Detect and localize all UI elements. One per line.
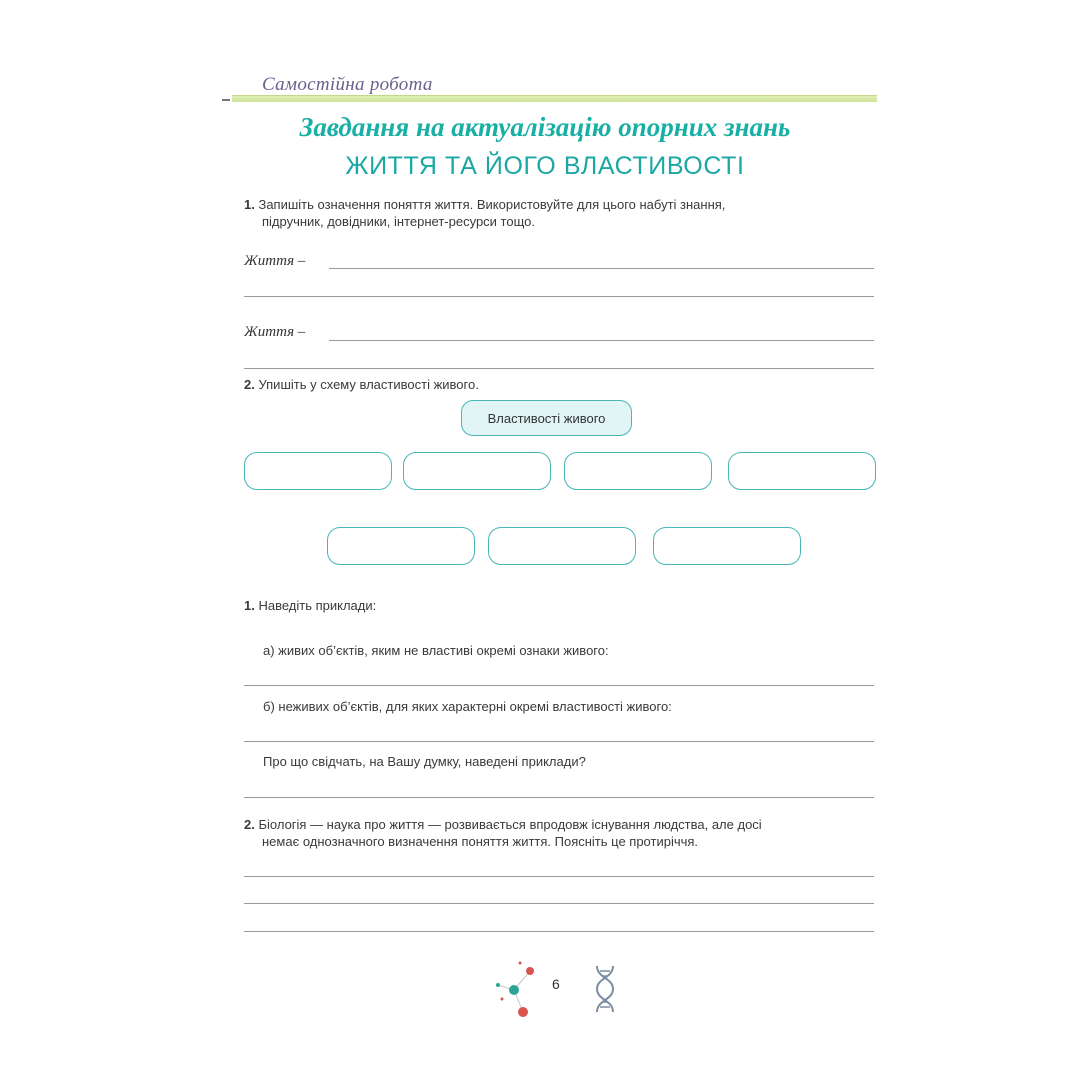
dna-icon [592,964,618,1014]
diagram-answer-box[interactable] [403,452,551,490]
answer-line[interactable] [244,296,874,297]
question-4-text-line2: немає однозначного визначення поняття життя. Поясніть це протиріччя. [262,834,699,849]
question-4-text-line1: Біологія — наука про життя — розвивається впродовж існування людства, але досі [258,817,762,832]
header-rule [232,95,877,102]
answer-line[interactable] [329,340,874,341]
question-1 [244,196,884,230]
question-3-number: 1. [244,598,255,613]
answer-line[interactable] [244,797,874,798]
question-3-item-a: а) живих об’єктів, яким не властиві окремі ознаки живого: [263,643,609,658]
diagram-center-label: Властивості живого [487,410,606,426]
question-2-text: Упишіть у схему властивості живого. [258,377,479,392]
question-1-text-line2: підручник, довідники, інтернет-ресурси тощо. [262,214,535,229]
molecule-icon [490,955,540,1020]
diagram-answer-box[interactable] [327,527,475,565]
answer-line[interactable] [244,876,874,877]
section-title: Самостійна робота [262,74,433,95]
answer-line[interactable] [244,931,874,932]
question-2 [244,376,479,393]
question-3 [244,597,376,614]
definition-label-b: Життя – [244,324,306,340]
diagram-answer-box[interactable] [653,527,801,565]
page-number: 6 [552,976,560,992]
question-3-text: Наведіть приклади: [258,598,377,613]
answer-line[interactable] [244,685,874,686]
question-1-text-line1: Запишіть означення поняття життя. Використовуйте для цього набуті знання, [258,197,726,212]
question-4 [244,816,884,850]
question-1-number: 1. [244,197,255,212]
answer-line[interactable] [329,268,874,269]
answer-line[interactable] [244,903,874,904]
question-3-item-b: б) неживих об’єктів, для яких характерні окремі властивості живого: [263,699,672,714]
task-heading: Завдання на актуалізацію опорних знань [299,112,791,142]
topic-heading: ЖИТТЯ ТА ЙОГО ВЛАСТИВОСТІ [345,152,745,180]
question-3-item-c: Про що свідчать, на Вашу думку, наведені приклади? [263,754,586,769]
diagram-answer-box[interactable] [488,527,636,565]
diagram-answer-box[interactable] [728,452,876,490]
diagram-answer-box[interactable] [564,452,712,490]
question-2-number: 2. [244,377,255,392]
answer-line[interactable] [244,741,874,742]
answer-line[interactable] [244,368,874,369]
diagram-answer-box[interactable] [244,452,392,490]
diagram-center-box [461,400,632,436]
question-4-number: 2. [244,817,255,832]
definition-label-a: Життя – [244,253,306,269]
header-dash [222,99,230,101]
